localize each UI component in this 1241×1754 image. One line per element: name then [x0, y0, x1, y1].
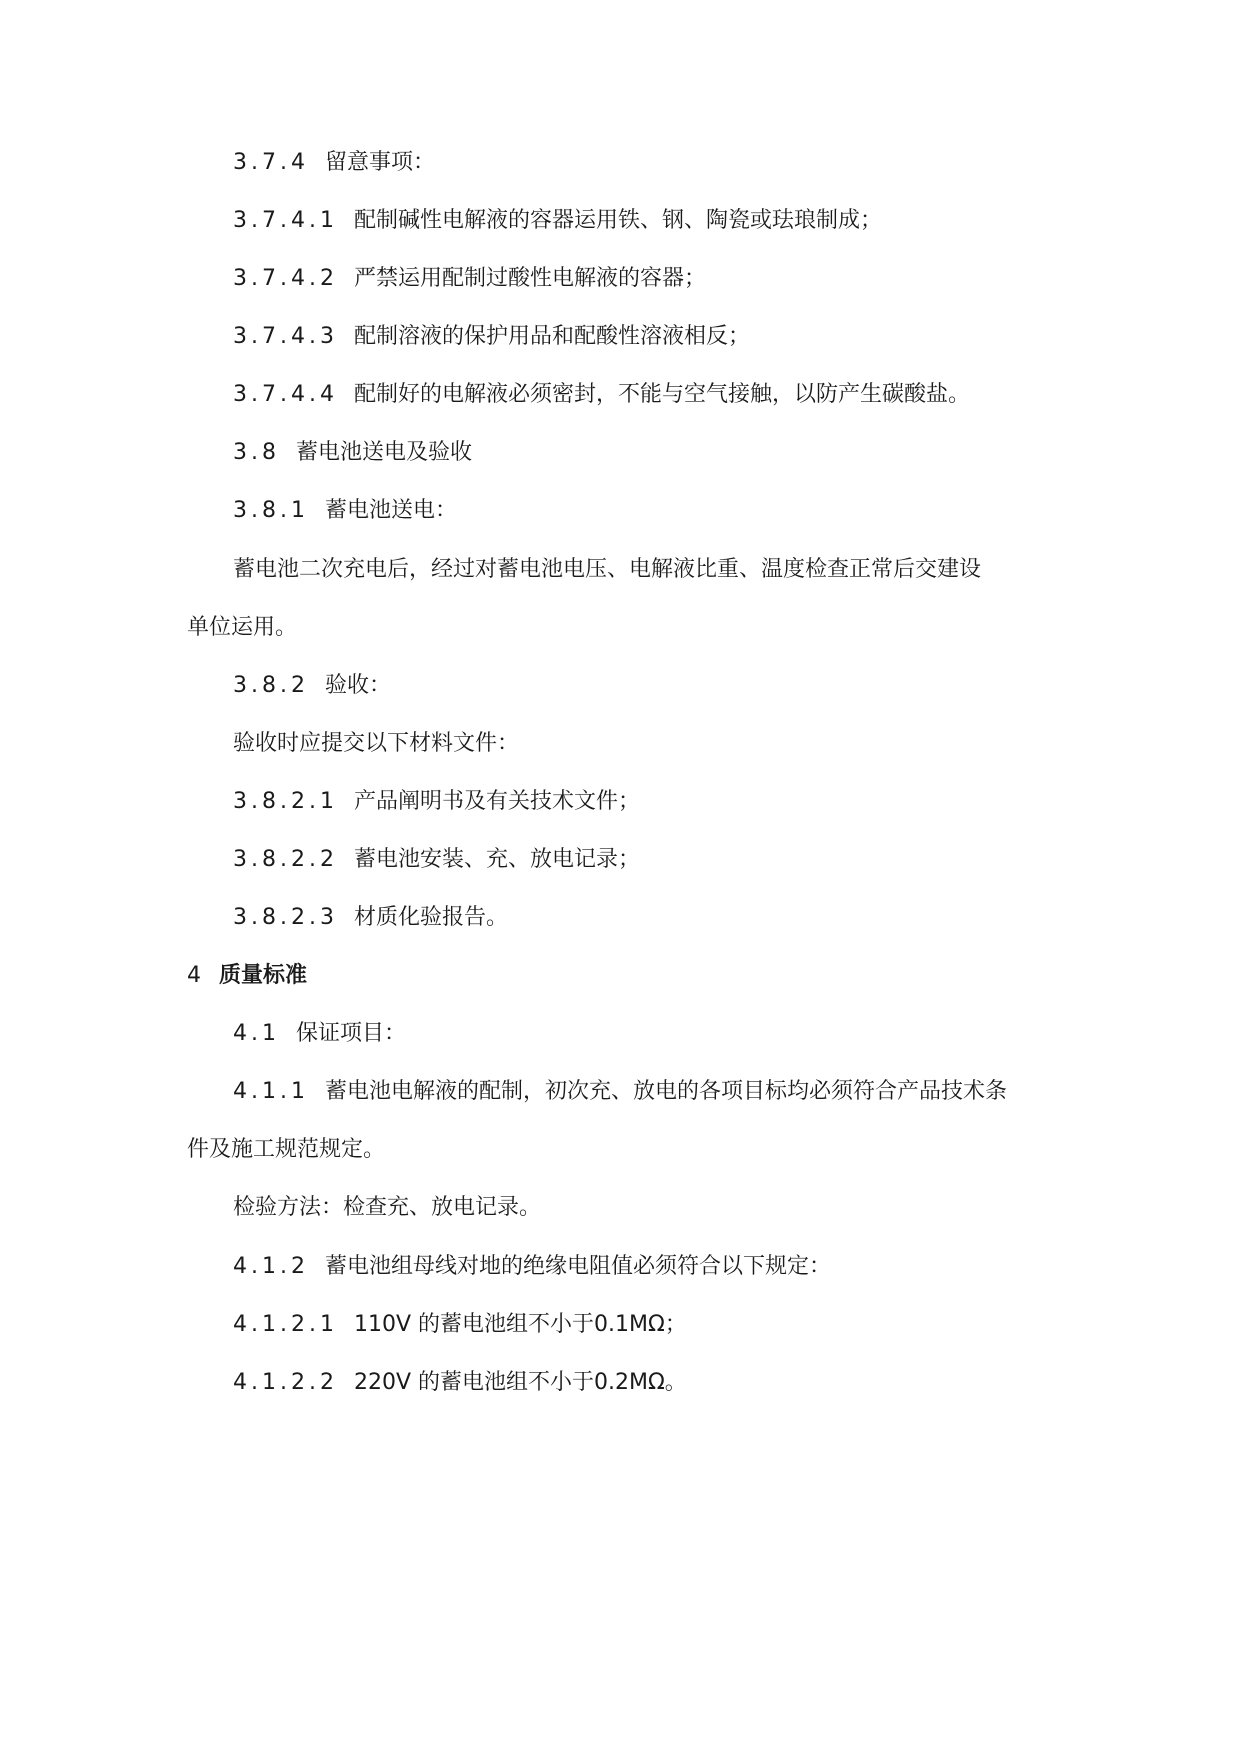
section-number: 3.7.4.4: [233, 382, 338, 407]
section-number: 3.8.1: [233, 498, 309, 523]
section-number: 3.7.4.3: [233, 324, 338, 349]
paragraph-text: 保证项目：: [296, 1021, 407, 1046]
section-number: 3.8: [233, 440, 280, 465]
paragraph-text: 蓄电池送电及验收: [296, 440, 473, 465]
section-number: 4.1.2: [233, 1254, 309, 1279]
paragraph-3-8-2-3: [233, 903, 508, 933]
paragraph-4-1-2-2: [233, 1368, 687, 1398]
section-number: 4.1.2.1: [233, 1312, 338, 1337]
paragraph-3-7-4-4: [233, 380, 970, 410]
section-number: 3.8.2.2: [233, 847, 338, 872]
paragraph-3-8-2-2: [233, 845, 640, 875]
paragraph-4-1: [233, 1019, 406, 1049]
section-number: 3.8.2: [233, 673, 309, 698]
paragraph-4-1-2-1: [233, 1310, 687, 1340]
paragraph-3-8-2-1: [233, 787, 640, 817]
section-heading: 质量标准: [219, 963, 308, 988]
paragraph-text: 220V 的蓄电池组不小于0.2MΩ。: [353, 1370, 687, 1395]
section-number: 4.1.1: [233, 1079, 309, 1104]
section-number: 4.1: [233, 1021, 280, 1046]
section-number: 3.7.4.2: [233, 266, 338, 291]
paragraph-text: 配制溶液的保护用品和配酸性溶液相反；: [353, 324, 750, 349]
paragraph-text: 110V 的蓄电池组不小于0.1MΩ；: [353, 1312, 687, 1337]
heading-4: [187, 961, 307, 991]
paragraph-text: 件及施工规范规定。: [187, 1137, 386, 1162]
paragraph-text: 单位运用。: [187, 615, 298, 640]
paragraph-4-1-1-continued: [187, 1135, 385, 1165]
inspection-method: [233, 1193, 541, 1223]
paragraph-3-7-4: [233, 148, 435, 178]
section-number: 3.8.2.3: [233, 905, 338, 930]
heading-3-8: [233, 438, 472, 468]
paragraph-text: 留意事项：: [324, 150, 435, 175]
paragraph-text: 蓄电池组母线对地的绝缘电阻值必须符合以下规定：: [324, 1254, 831, 1279]
paragraph-3-8-1: [233, 496, 457, 526]
paragraph-text: 材质化验报告。: [353, 905, 508, 930]
paragraph-3-8-2: [233, 671, 391, 701]
body-paragraph-line-1: [233, 555, 981, 585]
paragraph-text: 蓄电池电解液的配制，初次充、放电的各项目标均必须符合产品技术条: [324, 1079, 1007, 1104]
section-number: 4.1.2.2: [233, 1370, 338, 1395]
body-paragraph-line-2: [187, 613, 297, 643]
paragraph-text: 验收时应提交以下材料文件：: [233, 731, 520, 756]
paragraph-3-7-4-1: [233, 206, 882, 236]
section-number: 3.7.4.1: [233, 208, 338, 233]
paragraph-text: 蓄电池二次充电后，经过对蓄电池电压、电解液比重、温度检查正常后交建设: [233, 557, 982, 582]
section-number: 4: [187, 963, 205, 988]
paragraph-text: 蓄电池安装、充、放电记录；: [353, 847, 640, 872]
section-number: 3.7.4: [233, 150, 309, 175]
paragraph-text: 检验方法：检查充、放电记录。: [233, 1195, 542, 1220]
body-paragraph: [233, 729, 519, 759]
paragraph-text: 验收：: [324, 673, 391, 698]
paragraph-text: 配制好的电解液必须密封，不能与空气接触，以防产生碳酸盐。: [353, 382, 970, 407]
paragraph-4-1-2: [233, 1252, 831, 1282]
section-number: 3.8.2.1: [233, 789, 338, 814]
paragraph-3-7-4-2: [233, 264, 706, 294]
paragraph-3-7-4-3: [233, 322, 750, 352]
paragraph-text: 严禁运用配制过酸性电解液的容器；: [353, 266, 706, 291]
paragraph-text: 蓄电池送电：: [324, 498, 457, 523]
paragraph-text: 产品阐明书及有关技术文件；: [353, 789, 640, 814]
paragraph-4-1-1: [233, 1077, 1007, 1107]
paragraph-text: 配制碱性电解液的容器运用铁、钢、陶瓷或珐琅制成；: [353, 208, 882, 233]
